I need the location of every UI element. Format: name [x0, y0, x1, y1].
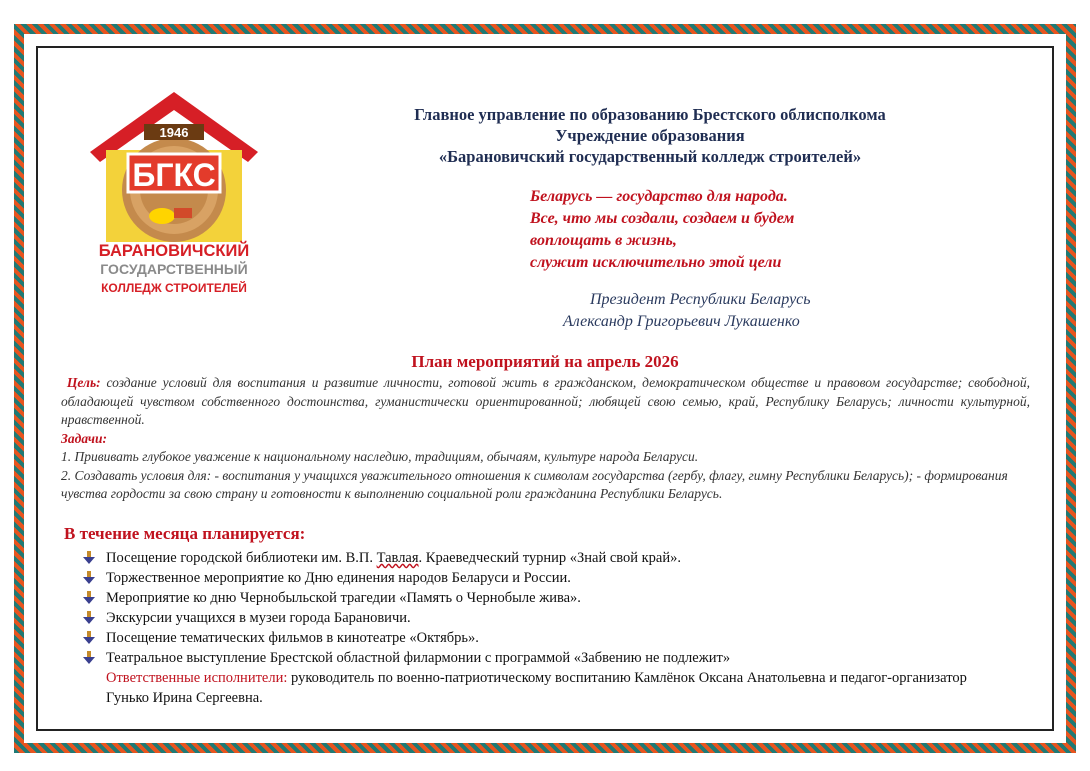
logo-line2: ГОСУДАРСТВЕННЫЙ: [100, 261, 248, 277]
responsible-label: Ответственные исполнители:: [106, 670, 288, 686]
goal-label: Цель:: [66, 375, 101, 390]
arrow-down-bullet-icon: [82, 611, 96, 625]
quote-line4: служит исключительно этой цели: [530, 254, 782, 271]
arrow-down-bullet-icon: [82, 591, 96, 605]
logo-year: 1946: [159, 125, 189, 140]
header-line2: Учреждение образования: [555, 126, 745, 145]
arrow-down-bullet-icon: [82, 631, 96, 645]
task-2: 2. Создавать условия для: - воспитания у учащихся уважительного отношения к символам государства (гербу, флагу, гимну Республики Беларусь); - формирования чувства гордости за свою страну и готовности к выполнению социальной роли гражданина Республики Беларусь.: [61, 467, 1008, 501]
tasks-label: Задачи:: [61, 430, 107, 446]
list-item: [82, 568, 1002, 588]
item-text: Мероприятие ко дню Чернобыльской трагедии «Память о Чернобыле жива».: [106, 590, 581, 606]
plan-description: [61, 374, 1030, 504]
header-line1: Главное управление по образованию Брестского облисполкома: [414, 105, 886, 124]
hardhat-icon: [149, 208, 175, 224]
quote-line1: Беларусь — государство для народа.: [530, 188, 788, 205]
brick-icon: [174, 208, 192, 218]
list-item: [82, 608, 1002, 628]
list-item: [82, 548, 1002, 568]
logo-line1: БАРАНОВИЧСКИЙ: [98, 242, 250, 260]
goal-paragraph: [61, 374, 1030, 430]
author-name: Александр Григорьевич Лукашенко: [563, 313, 800, 330]
event-list: [82, 548, 1002, 668]
quote-line3: воплощать в жизнь,: [530, 232, 677, 249]
arrow-down-bullet-icon: [82, 571, 96, 585]
president-quote: [530, 186, 794, 274]
item-text: Торжественное мероприятие ко Дню единения народов Беларуси и России.: [106, 570, 571, 586]
task-1: 1. Прививать глубокое уважение к национальному наследию, традициям, обычаям, культуре народа Беларуси.: [61, 449, 699, 464]
logo-abbr: БГКС: [132, 157, 216, 193]
item-text: Посещение городской библиотеки им. В.П.: [106, 550, 377, 566]
list-item: [82, 648, 1002, 668]
item-text: Театральное выступление Брестской областной филармонии с программой «Забвению не подлежит»: [106, 650, 731, 666]
item-text: Посещение тематических фильмов в кинотеатре «Октябрь».: [106, 630, 479, 646]
institution-header: [280, 104, 1020, 167]
responsible-persons: [106, 668, 1006, 708]
college-logo: [86, 90, 262, 304]
list-item: [82, 588, 1002, 608]
list-item: [82, 628, 1002, 648]
quote-line2: Все, что мы создали, создаем и будем: [530, 210, 795, 227]
plan-title: План мероприятий на апрель 2026: [411, 352, 679, 371]
item-text: Экскурсии учащихся в музеи города Барановичи.: [106, 610, 411, 626]
item-text-name: Тавлая: [376, 550, 419, 566]
author-title: Президент Республики Беларусь: [590, 291, 811, 308]
header-line3: «Барановичский государственный колледж строителей»: [438, 147, 862, 166]
goal-text: создание условий для воспитания и развитие личности, готовой жить в гражданском, демократическом обществе и правовом государстве; свободной, обладающей чувством собственного достоинства, гуманистически ориентированной; любящей свою семью, край, Республику Беларусь; личности культурной, нравственной.: [61, 375, 1030, 427]
month-plan-title: В течение месяца планируется:: [64, 524, 306, 543]
logo-line3: КОЛЛЕДЖ СТРОИТЕЛЕЙ: [101, 281, 247, 295]
arrow-down-bullet-icon: [82, 651, 96, 665]
arrow-down-bullet-icon: [82, 551, 96, 565]
item-text-end: . Краеведческий турнир «Знай свой край».: [418, 550, 682, 566]
responsible-text: руководитель по военно-патриотическому воспитанию Камлёнок Оксана Анатольевна и педагог-организатор Гунько Ирина Сергеевна.: [106, 670, 967, 706]
